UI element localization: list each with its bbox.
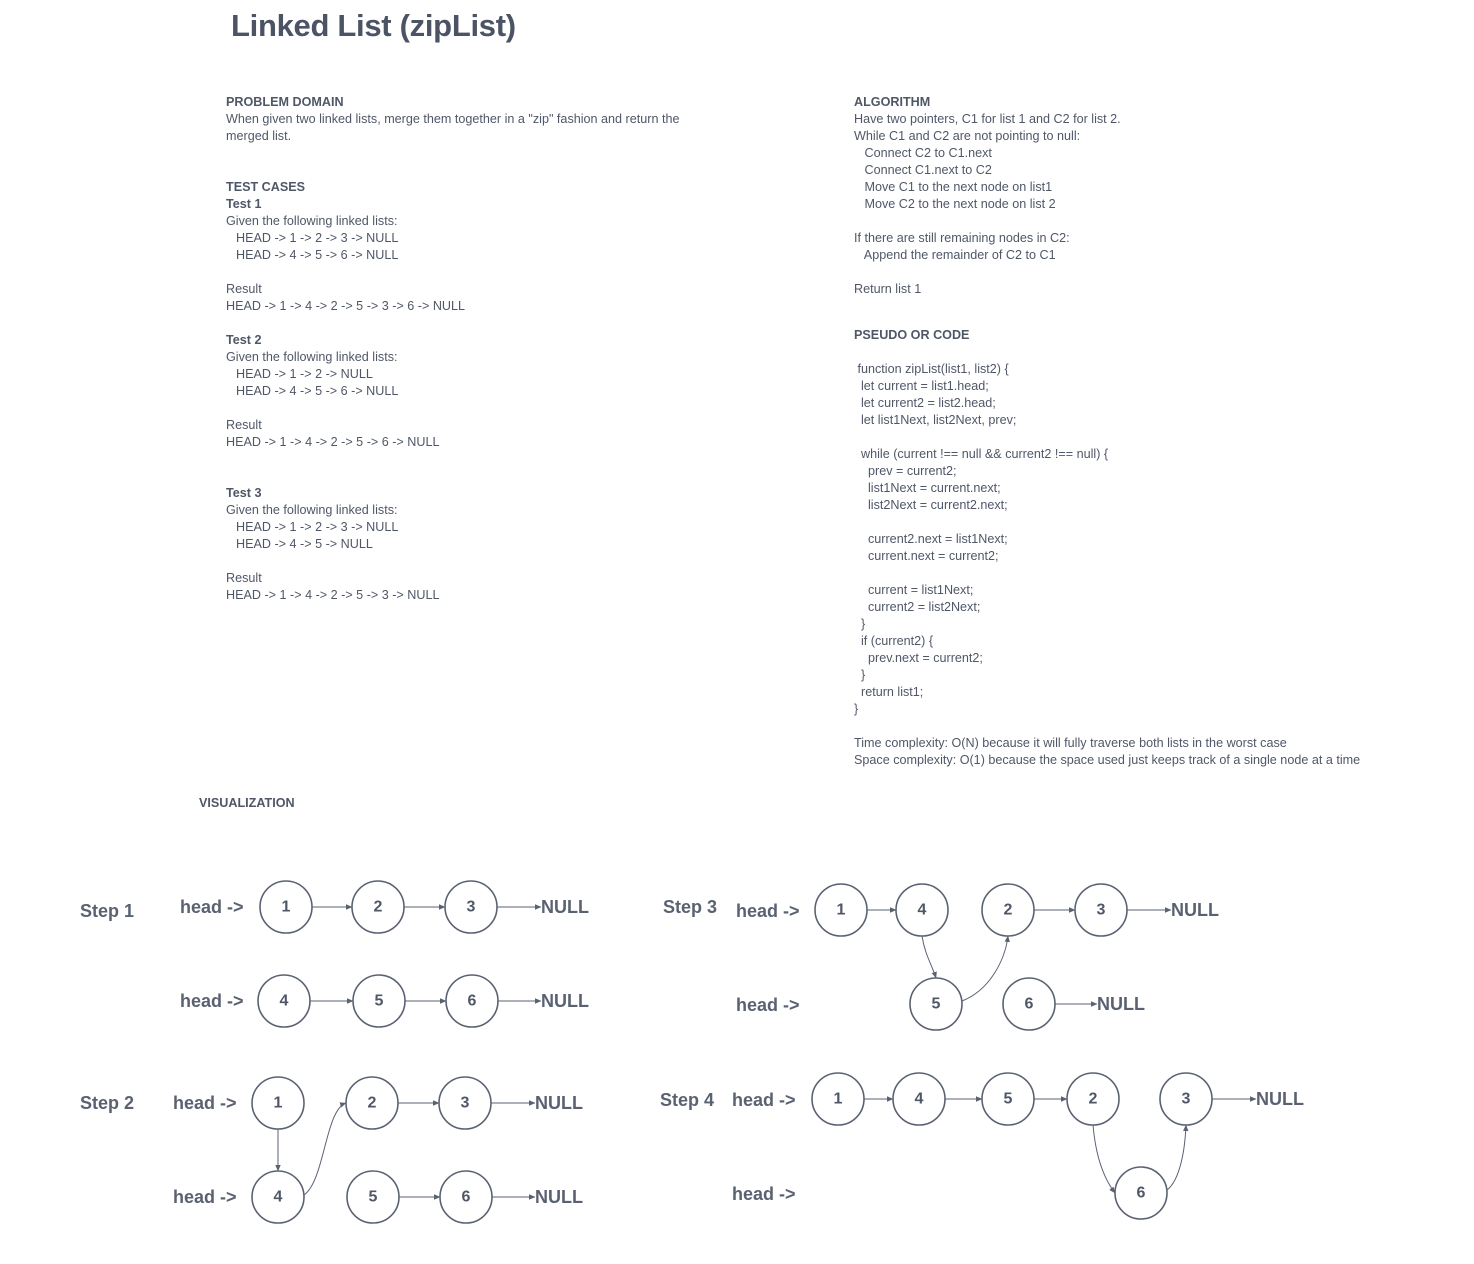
node-value: 6	[461, 1188, 471, 1206]
head-label: head ->	[180, 897, 244, 917]
algorithm-line: Connect C1.next to C2	[854, 163, 992, 177]
test-given: Given the following linked lists:	[226, 214, 398, 228]
null-label: NULL	[1256, 1089, 1304, 1109]
code-line: let current = list1.head;	[854, 379, 989, 393]
node-value: 1	[281, 898, 291, 916]
node-value: 1	[833, 1090, 843, 1108]
test-result: HEAD -> 1 -> 4 -> 2 -> 5 -> 3 -> 6 -> NULL	[226, 299, 466, 313]
null-label: NULL	[535, 1187, 583, 1207]
test-cases-heading: TEST CASES	[226, 180, 306, 194]
step-label: Step 3	[663, 897, 718, 917]
node-value: 6	[1136, 1184, 1146, 1202]
test-given: Given the following linked lists:	[226, 350, 398, 364]
null-label: NULL	[1171, 900, 1219, 920]
head-label: head ->	[173, 1187, 237, 1207]
problem-domain-heading: PROBLEM DOMAIN	[226, 95, 344, 109]
algorithm-line: Connect C2 to C1.next	[854, 146, 992, 160]
code-line: }	[854, 617, 866, 631]
algorithm-line: Have two pointers, C1 for list 1 and C2 for list 2.	[854, 112, 1121, 126]
algorithm-line: Move C2 to the next node on list 2	[854, 197, 1056, 211]
test-result-label: Result	[226, 418, 262, 432]
node-value: 5	[1003, 1090, 1013, 1108]
test-list: HEAD -> 1 -> 2 -> 3 -> NULL	[236, 520, 399, 534]
node-value: 2	[1088, 1090, 1098, 1108]
node-value: 1	[273, 1094, 283, 1112]
node-value: 5	[368, 1188, 378, 1206]
test-name: Test 2	[226, 333, 262, 347]
pointer-arrow	[1167, 1125, 1186, 1190]
test-list: HEAD -> 1 -> 2 -> 3 -> NULL	[236, 231, 399, 245]
code-line: list2Next = current2.next;	[854, 498, 1008, 512]
code-line: prev.next = current2;	[854, 651, 983, 665]
head-label: head ->	[732, 1184, 796, 1204]
code-line: current.next = current2;	[854, 549, 999, 563]
test-name: Test 3	[226, 486, 262, 500]
test-result-label: Result	[226, 282, 262, 296]
test-given: Given the following linked lists:	[226, 503, 398, 517]
node-value: 2	[367, 1094, 377, 1112]
pseudo-heading: PSEUDO OR CODE	[854, 328, 970, 342]
pointer-arrow	[304, 1103, 346, 1195]
node-value: 5	[931, 995, 941, 1013]
null-label: NULL	[535, 1093, 583, 1113]
page-title: Linked List (zipList)	[231, 8, 516, 43]
algorithm-line: While C1 and C2 are not pointing to null:	[854, 129, 1081, 143]
code-line: }	[854, 702, 859, 716]
algorithm-heading: ALGORITHM	[854, 95, 931, 109]
null-label: NULL	[1097, 994, 1145, 1014]
pointer-arrow	[1093, 1125, 1115, 1193]
code-line: Time complexity: O(N) because it will fully traverse both lists in the worst case	[854, 736, 1287, 750]
head-label: head ->	[173, 1093, 237, 1113]
node-value: 3	[1181, 1090, 1191, 1108]
code-line: let current2 = list2.head;	[854, 396, 996, 410]
algorithm-line: Move C1 to the next node on list1	[854, 180, 1053, 194]
null-label: NULL	[541, 991, 589, 1011]
node-value: 3	[1096, 901, 1106, 919]
algorithm-line: If there are still remaining nodes in C2:	[854, 231, 1070, 245]
test-list: HEAD -> 1 -> 2 -> NULL	[236, 367, 373, 381]
code-line: current2.next = list1Next;	[854, 532, 1008, 546]
null-label: NULL	[541, 897, 589, 917]
code-line: list1Next = current.next;	[854, 481, 1001, 495]
algorithm-line: Return list 1	[854, 282, 922, 296]
code-line: current = list1Next;	[854, 583, 974, 597]
test-list: HEAD -> 4 -> 5 -> NULL	[236, 537, 373, 551]
code-line: if (current2) {	[854, 634, 934, 648]
problem-domain-line: When given two linked lists, merge them together in a "zip" fashion and return the	[226, 112, 680, 126]
pointer-arrow	[922, 936, 936, 978]
node-value: 4	[273, 1188, 283, 1206]
step-label: Step 4	[660, 1090, 715, 1110]
node-value: 3	[466, 898, 476, 916]
node-value: 4	[279, 992, 289, 1010]
problem-domain-line: merged list.	[226, 129, 292, 143]
code-line: }	[854, 668, 866, 682]
node-value: 4	[917, 901, 927, 919]
test-list: HEAD -> 4 -> 5 -> 6 -> NULL	[236, 248, 399, 262]
code-line: let list1Next, list2Next, prev;	[854, 413, 1017, 427]
head-label: head ->	[180, 991, 244, 1011]
node-value: 1	[836, 901, 846, 919]
step-label: Step 1	[80, 901, 135, 921]
code-line: function zipList(list1, list2) {	[854, 362, 1009, 376]
code-line: current2 = list2Next;	[854, 600, 981, 614]
node-value: 5	[374, 992, 384, 1010]
test-name: Test 1	[226, 197, 262, 211]
node-value: 2	[1003, 901, 1013, 919]
node-value: 4	[914, 1090, 924, 1108]
algorithm-line: Append the remainder of C2 to C1	[854, 248, 1056, 262]
node-value: 2	[373, 898, 383, 916]
node-value: 6	[1024, 995, 1034, 1013]
code-line: while (current !== null && current2 !== null) {	[854, 447, 1109, 461]
head-label: head ->	[736, 995, 800, 1015]
visualization-heading: VISUALIZATION	[199, 796, 295, 810]
code-line: Space complexity: O(1) because the space used just keeps track of a single node at a time	[854, 753, 1361, 767]
node-value: 3	[460, 1094, 470, 1112]
node-value: 6	[467, 992, 477, 1010]
test-result-label: Result	[226, 571, 262, 585]
test-result: HEAD -> 1 -> 4 -> 2 -> 5 -> 3 -> NULL	[226, 588, 440, 602]
pointer-arrow	[962, 936, 1008, 1001]
head-label: head ->	[736, 901, 800, 921]
code-line: prev = current2;	[854, 464, 957, 478]
head-label: head ->	[732, 1090, 796, 1110]
code-line: return list1;	[854, 685, 924, 699]
test-result: HEAD -> 1 -> 4 -> 2 -> 5 -> 6 -> NULL	[226, 435, 440, 449]
step-label: Step 2	[80, 1093, 135, 1113]
test-list: HEAD -> 4 -> 5 -> 6 -> NULL	[236, 384, 399, 398]
